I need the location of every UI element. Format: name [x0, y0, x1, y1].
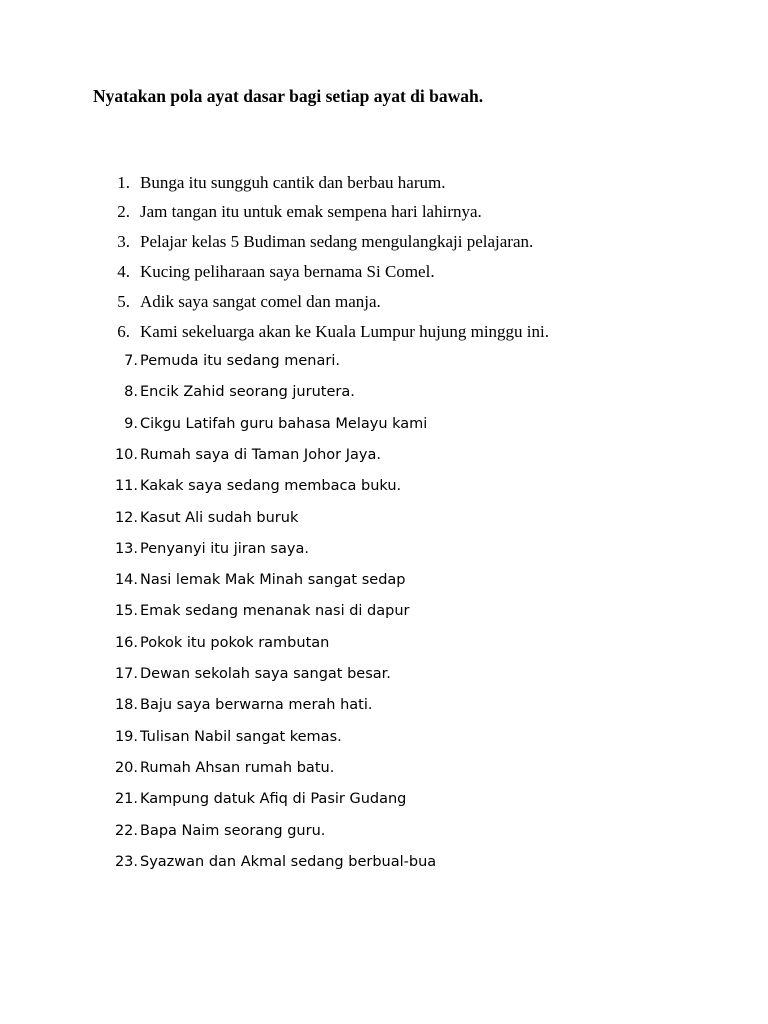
item-text: Kasut Ali sudah buruk [140, 510, 299, 526]
item-number: 22. [114, 823, 138, 839]
item-text: Cikgu Latifah guru bahasa Melayu kami [140, 416, 428, 432]
item-number: 1. [117, 173, 130, 192]
item-number: 20. [114, 760, 138, 776]
item-text: Pemuda itu sedang menari. [140, 353, 340, 369]
item-text: Pelajar kelas 5 Budiman sedang mengulangkaji pelajaran. [140, 232, 534, 251]
item-number: 4. [117, 262, 130, 281]
item-number: 9. [124, 416, 138, 432]
item-number: 6. [117, 322, 130, 341]
item-number: 5. [117, 292, 130, 311]
item-number: 14. [114, 572, 138, 588]
item-number: 17. [114, 666, 138, 682]
item-number: 8. [124, 384, 138, 400]
item-text: Adik saya sangat comel dan manja. [140, 292, 381, 311]
item-text: Kampung datuk Afiq di Pasir Gudang [140, 791, 407, 807]
item-number: 13. [114, 541, 138, 557]
item-number: 12. [114, 510, 138, 526]
item-text: Kakak saya sedang membaca buku. [140, 478, 402, 494]
item-number: 16. [114, 635, 138, 651]
item-number: 3. [117, 232, 130, 251]
item-text: Nasi lemak Mak Minah sangat sedap [140, 572, 406, 588]
page-title: Nyatakan pola ayat dasar bagi setiap ayat di bawah. [93, 86, 484, 106]
item-number: 18. [114, 697, 138, 713]
item-number: 23. [114, 854, 138, 870]
item-text: Tulisan Nabil sangat kemas. [140, 729, 342, 745]
item-text: Kami sekeluarga akan ke Kuala Lumpur hujung minggu ini. [140, 322, 550, 341]
item-text: Penyanyi itu jiran saya. [140, 541, 309, 557]
item-text: Syazwan dan Akmal sedang berbual-bua [140, 854, 437, 870]
item-text: Dewan sekolah saya sangat besar. [140, 666, 391, 682]
item-text: Pokok itu pokok rambutan [140, 635, 330, 651]
item-number: 15. [114, 603, 138, 619]
item-number: 10. [114, 447, 138, 463]
item-text: Bapa Naim seorang guru. [140, 823, 326, 839]
item-text: Rumah Ahsan rumah batu. [140, 760, 335, 776]
item-number: 21. [114, 791, 138, 807]
item-text: Rumah saya di Taman Johor Jaya. [140, 447, 381, 463]
item-text: Encik Zahid seorang jurutera. [140, 384, 355, 400]
item-number: 2. [117, 202, 130, 221]
item-text: Bunga itu sungguh cantik dan berbau harum. [140, 173, 446, 192]
item-number: 19. [114, 729, 138, 745]
item-number: 7. [124, 353, 138, 369]
item-number: 11. [114, 478, 138, 494]
item-text: Emak sedang menanak nasi di dapur [140, 603, 410, 619]
item-text: Baju saya berwarna merah hati. [140, 697, 373, 713]
item-text: Kucing peliharaan saya bernama Si Comel. [140, 262, 435, 281]
item-text: Jam tangan itu untuk emak sempena hari lahirnya. [140, 202, 482, 221]
